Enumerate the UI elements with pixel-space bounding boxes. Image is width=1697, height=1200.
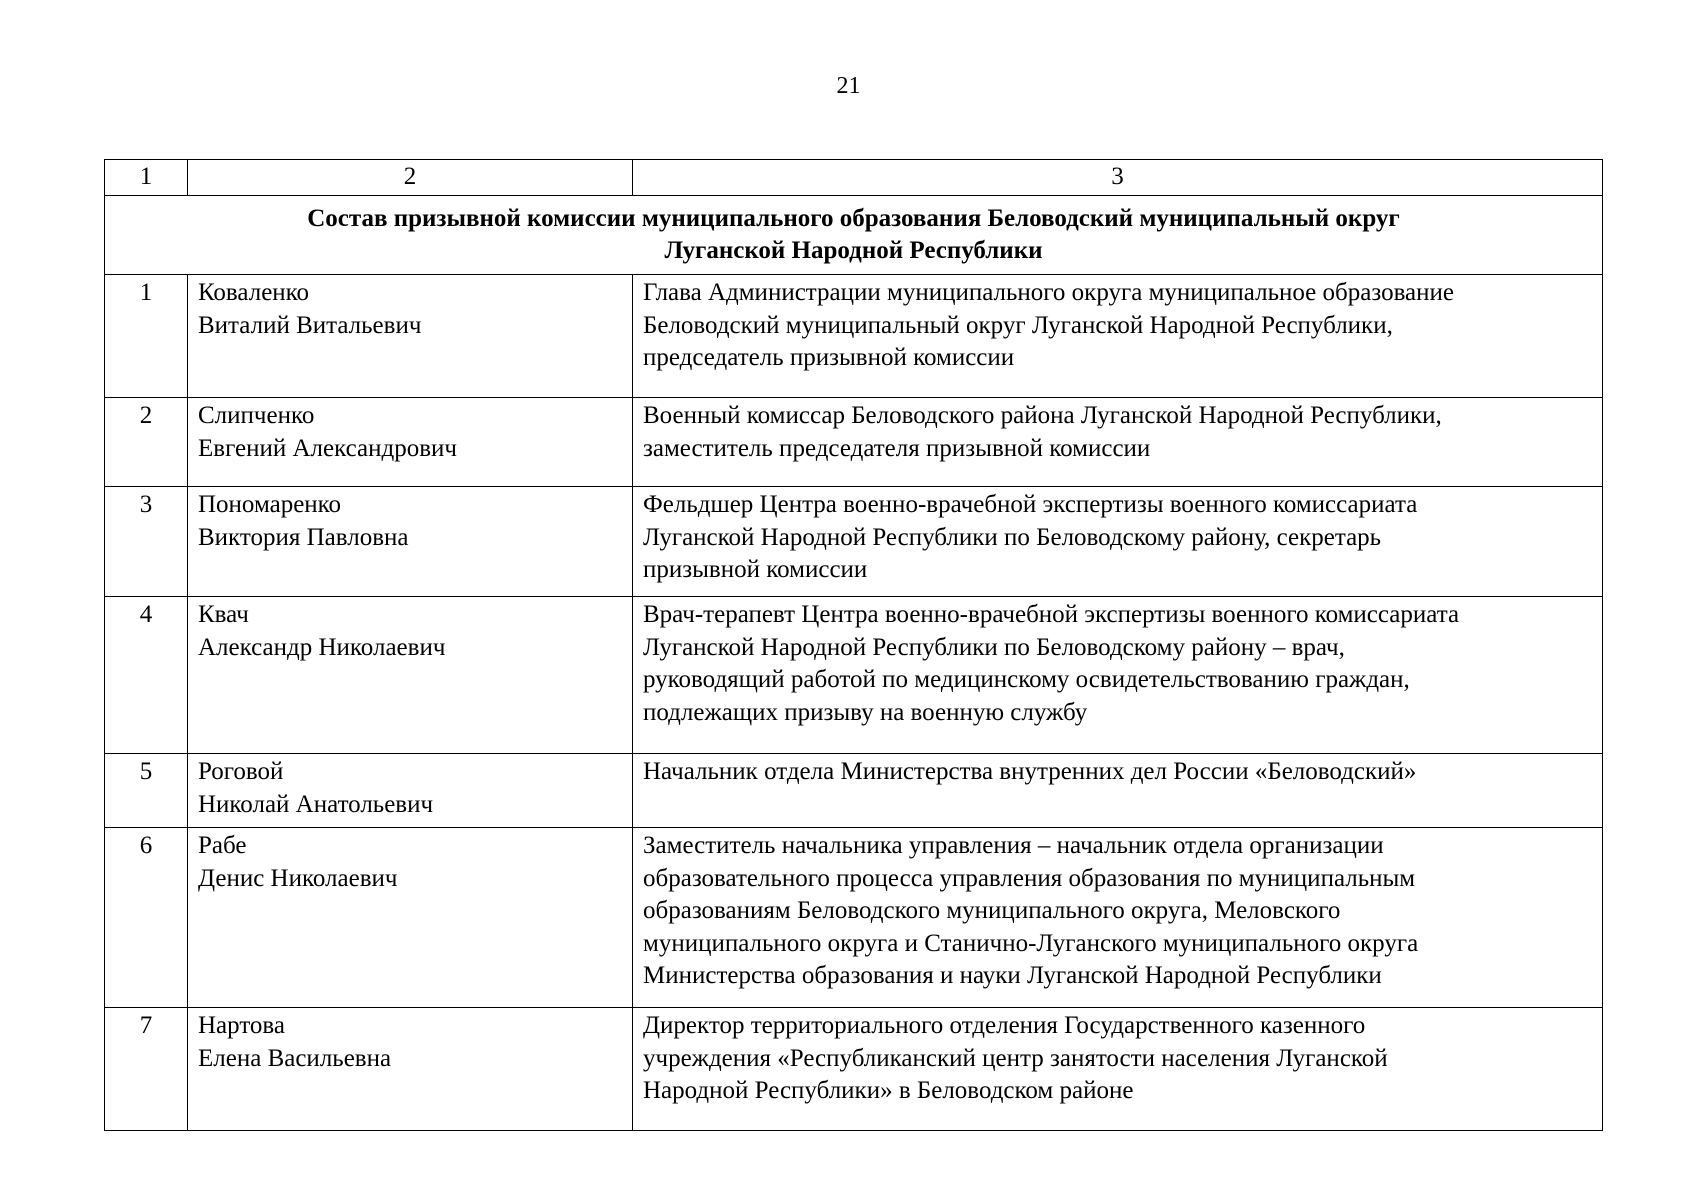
column-number-1: 1 xyxy=(105,160,188,196)
position-line: образовательного процесса управления образования по муниципальным xyxy=(643,864,1416,892)
table-row xyxy=(105,597,1603,754)
position-line: учреждения «Республиканский центр занятости населения Луганской xyxy=(643,1044,1388,1072)
member-surname: Нартова xyxy=(198,1012,285,1039)
position-line: муниципального округа и Станично-Луганского муниципального округа xyxy=(643,929,1419,957)
table-row xyxy=(105,754,1603,828)
table-row xyxy=(105,398,1603,487)
position-line: руководящий работой по медицинскому освидетельствованию граждан, xyxy=(643,666,1410,693)
position-line: Начальник отдела Министерства внутренних дел России «Беловодский» xyxy=(643,758,1417,785)
member-position xyxy=(633,275,1603,398)
position-line: Луганской Народной Республики по Беловодскому району – врач, xyxy=(643,633,1345,661)
member-given-names: Виктория Павловна xyxy=(198,523,409,551)
position-line: председатель призывной комиссии xyxy=(643,344,1015,371)
position-line: призывной комиссии xyxy=(643,556,868,583)
position-line: Врач-терапевт Центра военно-врачебной экспертизы военного комиссариата xyxy=(643,601,1460,628)
row-number: 5 xyxy=(105,754,188,828)
row-number: 4 xyxy=(105,597,188,754)
section-title-row xyxy=(105,196,1603,275)
member-position xyxy=(633,398,1603,487)
member-position xyxy=(633,828,1603,1008)
position-line: Народной Республики» в Беловодском районе xyxy=(643,1077,1134,1104)
row-number: 1 xyxy=(105,275,188,398)
row-number: 2 xyxy=(105,398,188,487)
member-given-names: Виталий Витальевич xyxy=(198,311,422,339)
table-row xyxy=(105,1008,1603,1131)
member-position xyxy=(633,754,1603,828)
section-title-line: Состав призывной комиссии муниципального образования Беловодский муниципальный округ xyxy=(307,204,1400,232)
table-row xyxy=(105,828,1603,1008)
position-line: Директор территориального отделения Государственного казенного xyxy=(643,1012,1366,1039)
member-given-names: Денис Николаевич xyxy=(198,864,398,892)
member-name xyxy=(188,828,633,1008)
position-line: образованиям Беловодского муниципального округа, Меловского xyxy=(643,897,1341,924)
member-surname: Коваленко xyxy=(198,279,310,306)
member-position xyxy=(633,1008,1603,1131)
column-number-3: 3 xyxy=(633,160,1603,196)
member-given-names: Александр Николаевич xyxy=(198,633,446,661)
position-line: Заместитель начальника управления – начальник отдела организации xyxy=(643,832,1384,859)
table-row xyxy=(105,275,1603,398)
position-line: Фельдшер Центра военно-врачебной экспертизы военного комиссариата xyxy=(643,491,1418,518)
position-line: Луганской Народной Республики по Беловодскому району, секретарь xyxy=(643,523,1382,551)
column-number-row xyxy=(105,160,1603,196)
member-name xyxy=(188,487,633,597)
section-title xyxy=(105,196,1603,275)
member-name xyxy=(188,398,633,487)
member-given-names: Николай Анатольевич xyxy=(198,790,434,818)
position-line: Беловодский муниципальный округ Луганской Народной Республики, xyxy=(643,311,1393,339)
member-position xyxy=(633,487,1603,597)
table-row xyxy=(105,487,1603,597)
row-number: 6 xyxy=(105,828,188,1008)
row-number: 3 xyxy=(105,487,188,597)
member-name xyxy=(188,754,633,828)
row-number: 7 xyxy=(105,1008,188,1131)
member-surname: Квач xyxy=(198,601,249,628)
member-given-names: Елена Васильевна xyxy=(198,1044,392,1072)
member-surname: Пономаренко xyxy=(198,491,342,518)
position-line: подлежащих призыву на военную службу xyxy=(643,698,1088,726)
member-surname: Рабе xyxy=(198,832,247,859)
section-title-line: Луганской Народной Республики xyxy=(664,237,1043,264)
position-line: Глава Администрации муниципального округа муниципальное образование xyxy=(643,279,1454,306)
position-line: заместитель председателя призывной комиссии xyxy=(643,434,1151,462)
page-number: 21 xyxy=(836,73,861,99)
position-line: Министерства образования и науки Луганской Народной Республики xyxy=(643,962,1382,989)
member-surname: Слипченко xyxy=(198,402,315,429)
column-number-2: 2 xyxy=(188,160,633,196)
member-position xyxy=(633,597,1603,754)
member-name xyxy=(188,1008,633,1131)
commission-table xyxy=(104,159,1603,1131)
member-given-names: Евгений Александрович xyxy=(198,434,457,462)
member-name xyxy=(188,275,633,398)
member-surname: Роговой xyxy=(198,758,284,785)
member-name xyxy=(188,597,633,754)
position-line: Военный комиссар Беловодского района Луганской Народной Республики, xyxy=(643,402,1442,429)
